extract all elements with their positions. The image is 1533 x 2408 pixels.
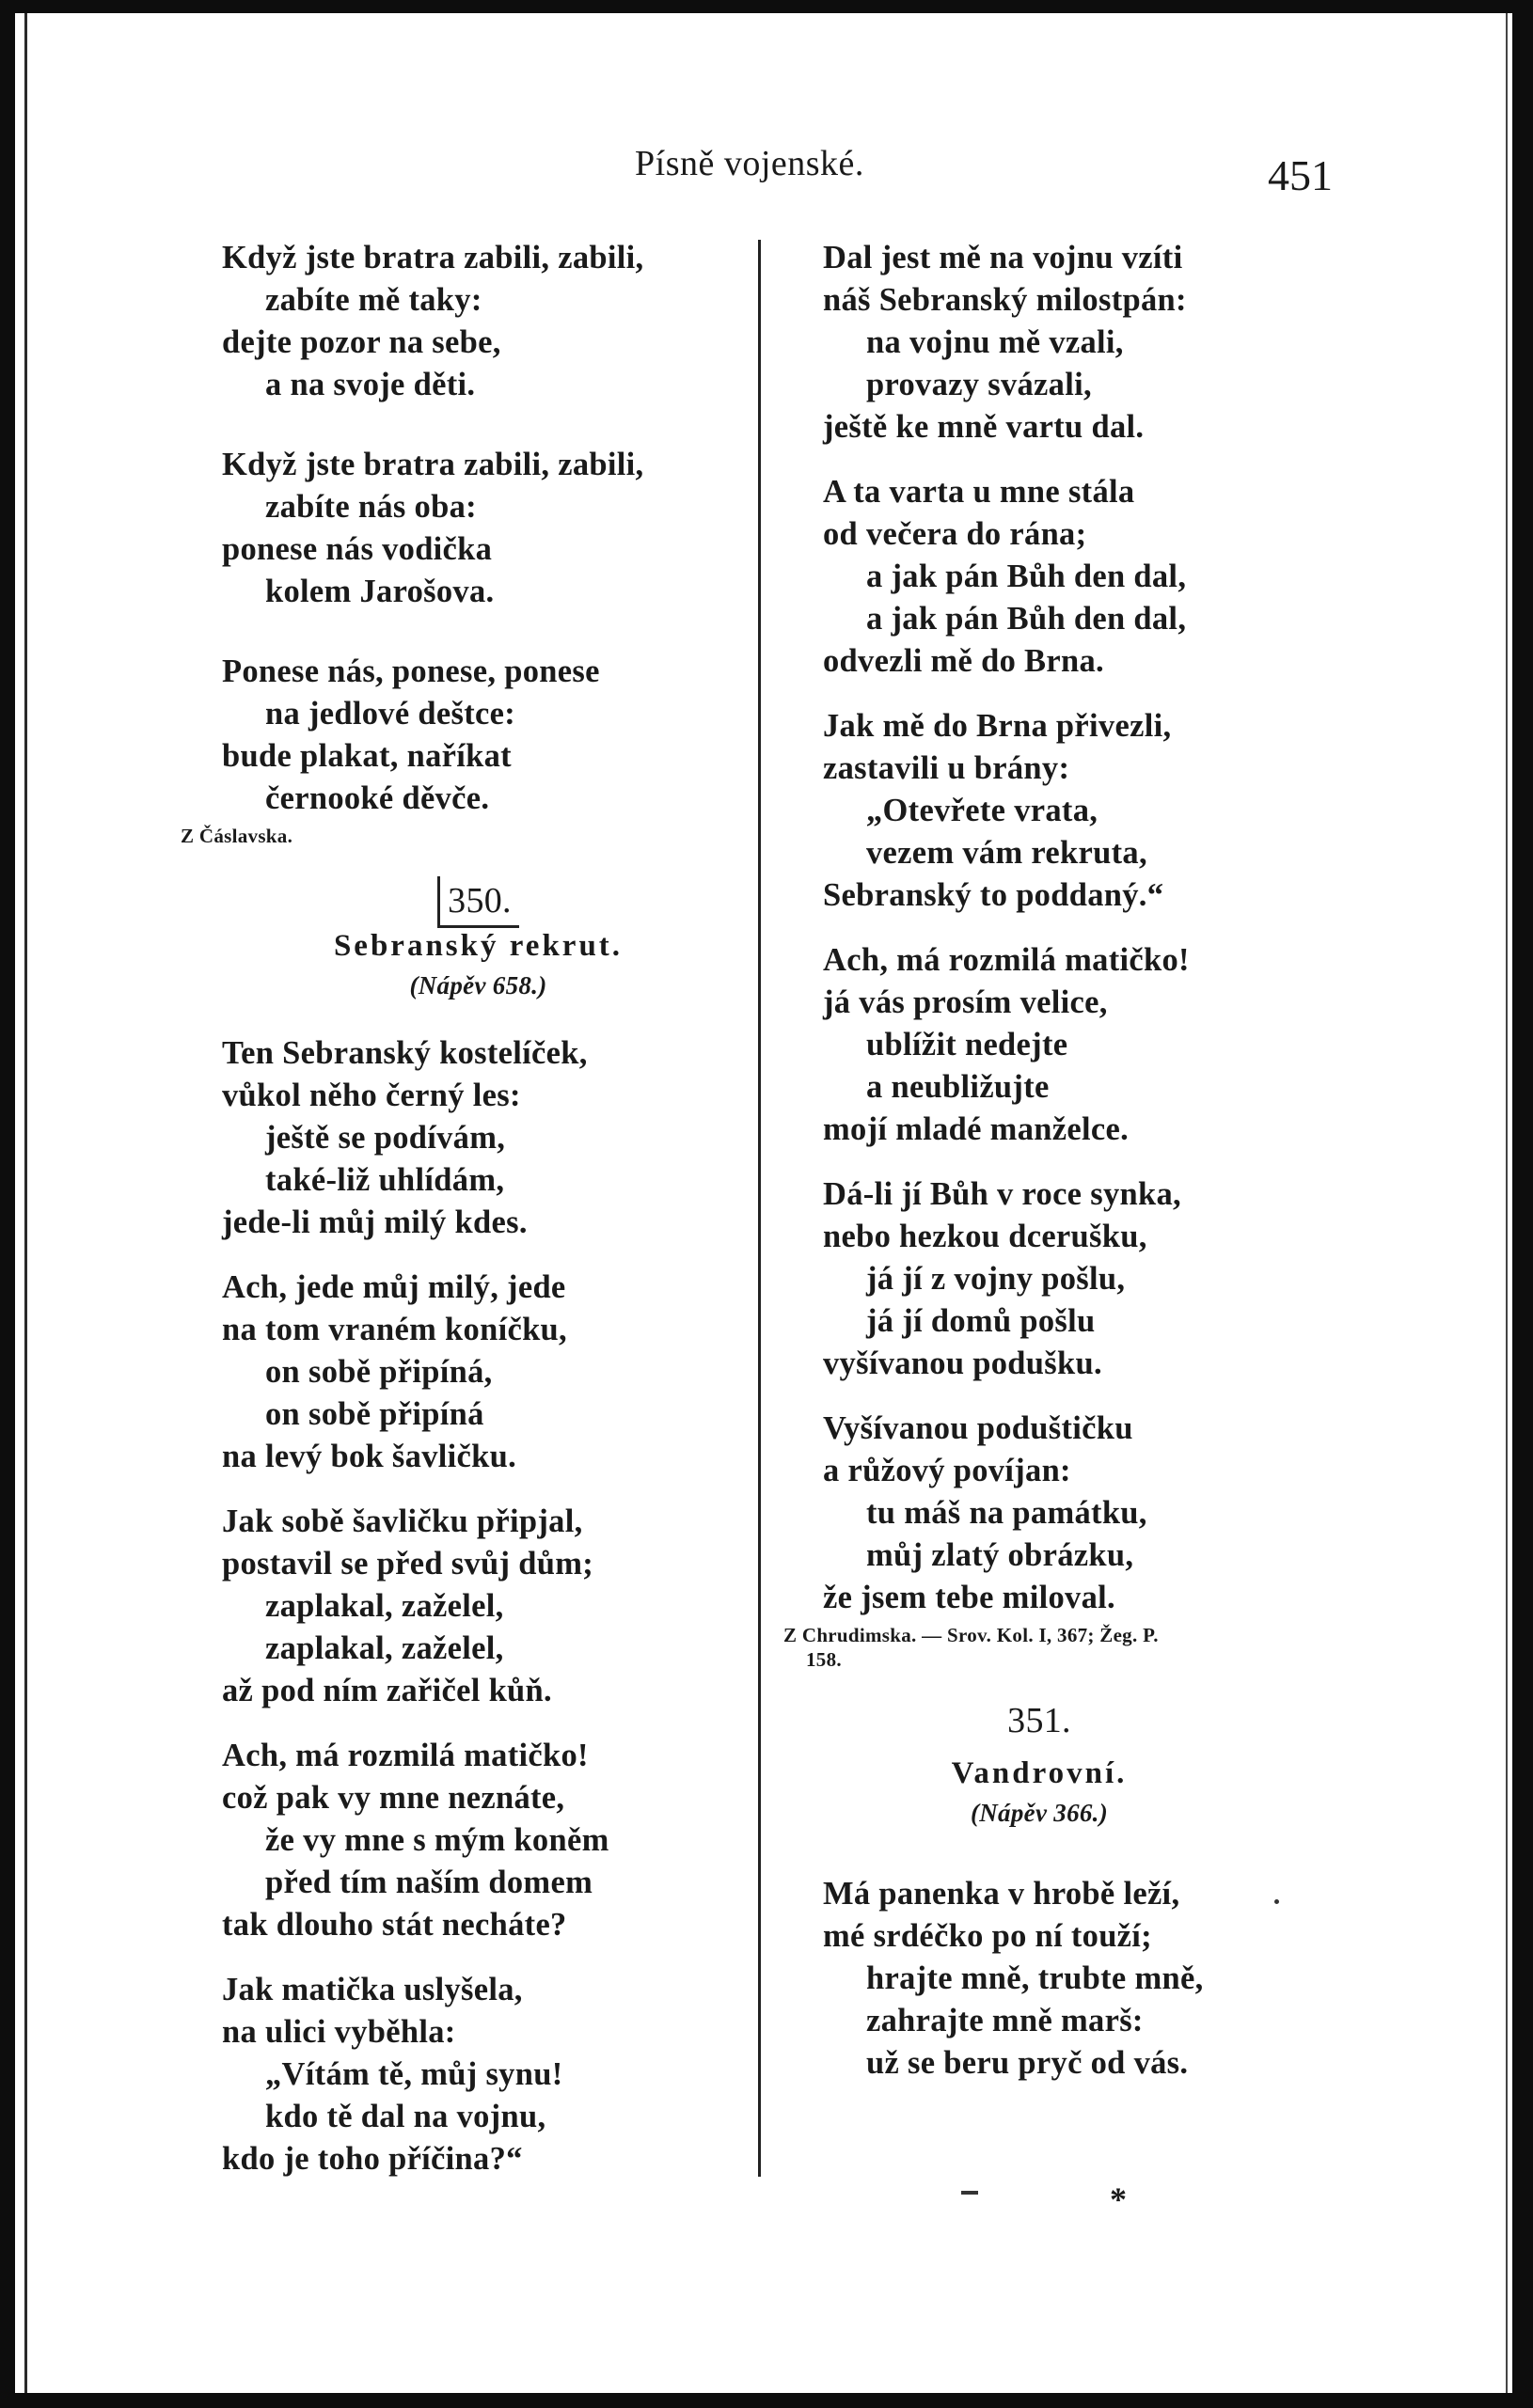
verse-line: a neubližujte bbox=[866, 1069, 1050, 1105]
verse-line: vyšívanou podušku. bbox=[823, 1346, 1102, 1381]
catchword-dash bbox=[961, 2191, 978, 2195]
scan-frame-top bbox=[0, 0, 1533, 13]
stanza bbox=[222, 1501, 735, 1712]
verse-line: náš Sebranský milostpán: bbox=[823, 282, 1187, 318]
stanza bbox=[823, 471, 1500, 683]
column-divider bbox=[758, 240, 761, 2177]
verse-line: že jsem tebe miloval. bbox=[823, 1580, 1115, 1615]
stanza bbox=[823, 237, 1500, 449]
verse-line: A ta varta u mne stála bbox=[823, 474, 1135, 510]
stanza bbox=[823, 705, 1500, 917]
verse-line: a jak pán Bůh den dal, bbox=[866, 559, 1187, 594]
verse-line: také-liž uhlídám, bbox=[265, 1162, 505, 1198]
stanza bbox=[222, 1969, 735, 2180]
verse-line: vůkol něho černý les: bbox=[222, 1078, 521, 1113]
verse-line: Ach, má rozmilá matičko! bbox=[222, 1738, 589, 1773]
verse-line: on sobě připíná bbox=[265, 1396, 484, 1432]
verse-line: Ponese nás, ponese, ponese bbox=[222, 653, 600, 689]
stanza bbox=[222, 237, 735, 406]
verse-line: zaplakal, zaželel, bbox=[265, 1588, 504, 1624]
stanza bbox=[823, 1873, 1500, 2085]
verse-line: hrajte mně, trubte mně, bbox=[866, 1960, 1204, 1996]
verse-line: dejte pozor na sebe, bbox=[222, 324, 501, 360]
verse-line: „Vítám tě, můj synu! bbox=[265, 2056, 563, 2092]
verse-line: ještě se podívám, bbox=[265, 1120, 506, 1156]
verse-line: černooké děvče. bbox=[265, 780, 490, 816]
verse-line: už se beru pryč od vás. bbox=[866, 2045, 1189, 2081]
verse-line: Když jste bratra zabili, zabili, bbox=[222, 447, 644, 482]
scan-frame-left bbox=[0, 0, 15, 2408]
stanza bbox=[222, 1032, 735, 1244]
song-number: 351. bbox=[1007, 1701, 1071, 1740]
stanza bbox=[222, 651, 735, 820]
verse-line: bude plakat, naříkat bbox=[222, 738, 512, 774]
verse-line: na vojnu mě vzali, bbox=[866, 324, 1124, 360]
verse-line: na levý bok šavličku. bbox=[222, 1439, 517, 1474]
verse-line: zahrajte mně marš: bbox=[866, 2003, 1144, 2038]
verse-line: on sobě připíná, bbox=[265, 1354, 493, 1390]
verse-line: zaplakal, zaželel, bbox=[265, 1630, 504, 1666]
left-column bbox=[181, 237, 735, 2180]
verse-line: Má panenka v hrobě leží, bbox=[823, 1876, 1180, 1912]
source-note: Z Chrudimska. — Srov. Kol. I, 367; Žeg. P. bbox=[783, 1624, 1159, 1646]
verse-line: Jak mě do Brna přivezli, bbox=[823, 708, 1172, 744]
stanza bbox=[222, 1735, 735, 1946]
source-note-continued: 158. bbox=[806, 1648, 842, 1671]
verse-line: Dá-li jí Bůh v roce synka, bbox=[823, 1176, 1181, 1212]
running-head: Písně vojenské. bbox=[635, 144, 864, 183]
verse-line: Ach, jede můj milý, jede bbox=[222, 1269, 566, 1305]
song-tune: (Nápěv 366.) bbox=[970, 1799, 1109, 1827]
verse-line: vezem vám rekruta, bbox=[866, 835, 1147, 871]
right-column bbox=[783, 237, 1500, 2085]
verse-line: jede-li můj milý kdes. bbox=[222, 1204, 528, 1240]
verse-line: Ach, má rozmilá matičko! bbox=[823, 942, 1190, 978]
stanza bbox=[823, 1408, 1500, 1619]
verse-line: na ulici vyběhla: bbox=[222, 2014, 456, 2050]
page-edge-left bbox=[24, 13, 27, 2393]
verse-line: tak dlouho stát necháte? bbox=[222, 1907, 567, 1943]
verse-line: na tom vraném koníčku, bbox=[222, 1312, 567, 1347]
song-title: Vandrovní. bbox=[951, 1756, 1128, 1790]
verse-line: já vás prosím velice, bbox=[823, 984, 1108, 1020]
stray-dot bbox=[1274, 1899, 1279, 1904]
verse-line: Dal jest mě na vojnu vzíti bbox=[823, 240, 1183, 275]
verse-line: a růžový povíjan: bbox=[823, 1453, 1071, 1488]
verse-line: já jí domů pošlu bbox=[866, 1303, 1096, 1339]
verse-line: Sebranský to poddaný.“ bbox=[823, 877, 1164, 913]
verse-line: ublížit nedejte bbox=[866, 1027, 1068, 1062]
verse-line: kdo je toho příčina?“ bbox=[222, 2141, 523, 2177]
verse-line: kolem Jarošova. bbox=[265, 574, 495, 609]
verse-line: mé srdéčko po ní touží; bbox=[823, 1918, 1152, 1954]
stanza bbox=[823, 1173, 1500, 1385]
scan-frame-bottom bbox=[0, 2393, 1533, 2408]
verse-line: což pak vy mne neznáte, bbox=[222, 1780, 565, 1816]
verse-line: „Otevřete vrata, bbox=[866, 793, 1098, 828]
verse-line: až pod ním zařičel kůň. bbox=[222, 1673, 552, 1708]
verse-line: Vyšívanou poduštičku bbox=[823, 1410, 1133, 1446]
page-number: 451 bbox=[1268, 151, 1333, 199]
stanza bbox=[222, 1267, 735, 1478]
verse-line: Ten Sebranský kostelíček, bbox=[222, 1035, 588, 1071]
verse-line: Když jste bratra zabili, zabili, bbox=[222, 240, 644, 275]
source-note: Z Čáslavska. bbox=[181, 825, 293, 847]
verse-line: že vy mne s mým koněm bbox=[265, 1822, 609, 1858]
verse-line: můj zlatý obrázku, bbox=[866, 1537, 1134, 1573]
verse-line: zastavili u brány: bbox=[823, 750, 1070, 786]
stanza bbox=[222, 444, 735, 613]
verse-line: a na svoje děti. bbox=[265, 367, 476, 402]
verse-line: Jak sobě šavličku připjal, bbox=[222, 1503, 583, 1539]
stanza bbox=[823, 939, 1500, 1151]
verse-line: na jedlové deštce: bbox=[265, 696, 516, 732]
verse-line: ještě ke mně vartu dal. bbox=[823, 409, 1145, 445]
verse-line: já jí z vojny pošlu, bbox=[866, 1261, 1126, 1297]
verse-line: zabíte mě taky: bbox=[265, 282, 482, 318]
verse-line: provazy svázali, bbox=[866, 367, 1092, 402]
verse-line: mojí mladé manželce. bbox=[823, 1111, 1130, 1147]
verse-line: ponese nás vodička bbox=[222, 531, 493, 567]
verse-line: nebo hezkou dcerušku, bbox=[823, 1219, 1147, 1254]
song-number bbox=[222, 876, 735, 925]
end-asterisk: * bbox=[1110, 2180, 1127, 2218]
verse-line: tu máš na památku, bbox=[866, 1495, 1147, 1531]
verse-line: odvezli mě do Brna. bbox=[823, 643, 1104, 679]
song-title: Sebranský rekrut. bbox=[333, 929, 624, 963]
verse-line: Jak matička uslyšela, bbox=[222, 1972, 523, 2007]
verse-line: postavil se před svůj dům; bbox=[222, 1546, 594, 1582]
verse-line: kdo tě dal na vojnu, bbox=[265, 2099, 546, 2134]
song-number-box: 350. bbox=[437, 876, 519, 928]
verse-line: před tím naším domem bbox=[265, 1865, 593, 1900]
verse-line: zabíte nás oba: bbox=[265, 489, 477, 525]
song-tune: (Nápěv 658.) bbox=[409, 971, 547, 999]
page-edge-right bbox=[1506, 13, 1508, 2393]
verse-line: od večera do rána; bbox=[823, 516, 1087, 552]
verse-line: a jak pán Bůh den dal, bbox=[866, 601, 1187, 637]
scan-frame-right bbox=[1512, 0, 1533, 2408]
